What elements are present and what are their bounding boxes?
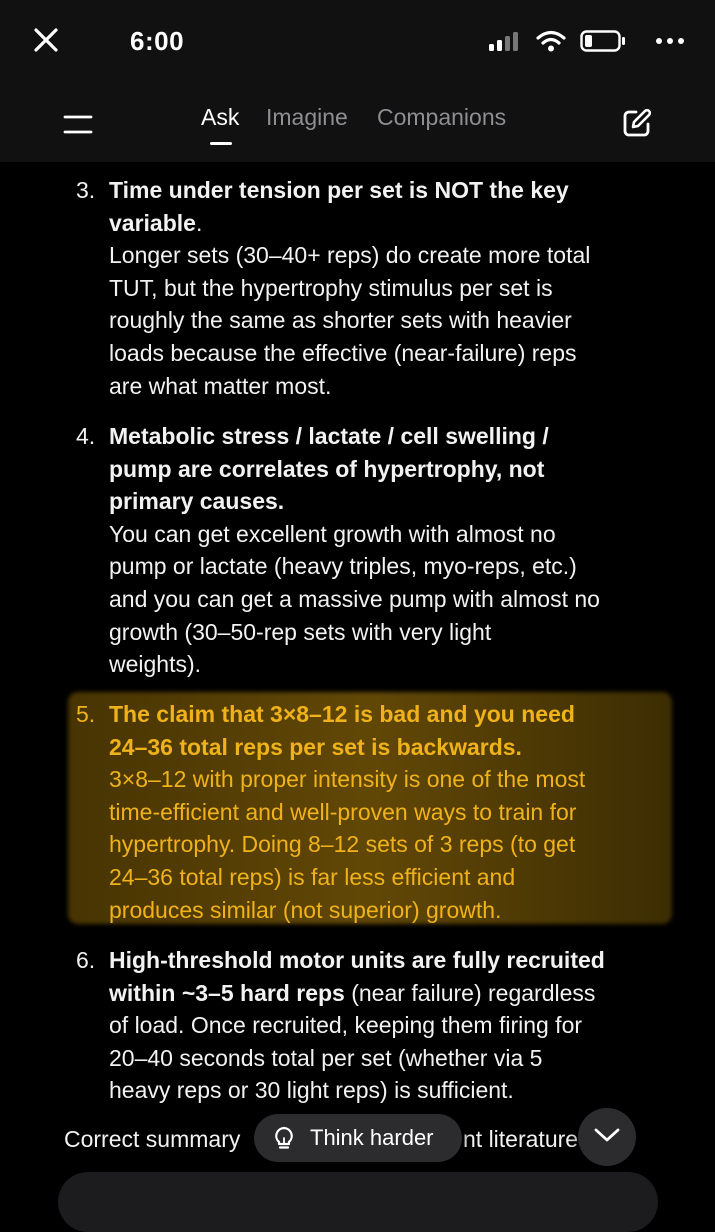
wifi-icon (536, 30, 566, 57)
list-item-body: of load. Once recruited, keeping them firing for 20–40 seconds total per set (whether via 5 heavy reps or 30 light reps) is sufficient. (109, 1012, 583, 1104)
list-item-number: 3. (76, 177, 96, 203)
status-time: 6:00 (130, 26, 185, 56)
lightbulb-icon (272, 1126, 296, 1150)
signal-icon (488, 31, 522, 56)
tab-imagine[interactable]: Imagine (266, 104, 348, 130)
chevron-down-icon (593, 1127, 621, 1148)
close-button[interactable] (26, 22, 66, 62)
list-item-number: 4. (76, 423, 96, 449)
list-item-title: Time under tension per set is NOT the key variable. (109, 177, 569, 236)
summary-text: Correct summary (64, 1126, 241, 1152)
list-item-body: 3×8–12 with proper intensity is one of the most time-efficient and well-proven ways to train for hypertrophy. Doing 8–12 sets of 3 reps (to get 24–36 total reps) is far less efficient and produces similar (not superior) growth. (109, 766, 586, 923)
app-header (0, 88, 715, 162)
list-item-text: High-threshold motor units are fully recruited within ~3–5 hard reps (near failure) regardless of load. Once recruited, keeping them firing for 20–40 seconds total per set (whether via 5 heavy reps or 30 light reps) is sufficient. (109, 944, 661, 1107)
battery-icon (580, 30, 626, 57)
list-item-number: 6. (76, 947, 96, 973)
tab-bar (0, 104, 715, 144)
list-item-body: You can get excellent growth with almost no pump or lactate (heavy triples, myo-reps, etc.) and you can get a massive pump with almost no growth (30–50-rep sets with very light weights). (109, 520, 600, 678)
list-item-title: High-threshold motor units are fully recruited (109, 947, 605, 973)
status-bar (0, 0, 715, 88)
list-item-title: The claim that 3×8–12 is bad and you need 24–36 total reps per set is backwards. (109, 701, 575, 760)
message-input[interactable] (58, 1172, 658, 1232)
list-item-body: Longer sets (30–40+ reps) do create more total TUT, but the hypertrophy stimulus per set is roughly the same as shorter sets with heavier loads because the effective (near-failure) reps are what matter most. (109, 242, 591, 399)
summary-text-tail: nt literature (463, 1126, 579, 1152)
think-harder-button[interactable] (254, 1114, 462, 1162)
list-item-text (109, 174, 661, 402)
compose-icon (622, 108, 652, 143)
scroll-down-button[interactable] (578, 1108, 636, 1166)
active-tab-indicator (210, 142, 232, 145)
status-icons (488, 30, 626, 57)
list-item-title: Metabolic stress / lactate / cell swelling / pump are correlates of hypertrophy, not primary causes. (109, 423, 549, 515)
list-item-number: 5. (76, 701, 96, 727)
list-item-title-cont: within ~3–5 hard reps (109, 979, 345, 1006)
more-button[interactable] (650, 26, 690, 56)
list-item-text (109, 420, 661, 681)
list-item-text (109, 698, 661, 926)
close-icon (33, 27, 59, 58)
think-harder-label: Think harder (310, 1125, 434, 1150)
more-icon (655, 32, 685, 50)
tab-ask[interactable]: Ask (201, 104, 240, 130)
tab-companions[interactable]: Companions (377, 104, 507, 130)
compose-button[interactable] (618, 106, 656, 144)
